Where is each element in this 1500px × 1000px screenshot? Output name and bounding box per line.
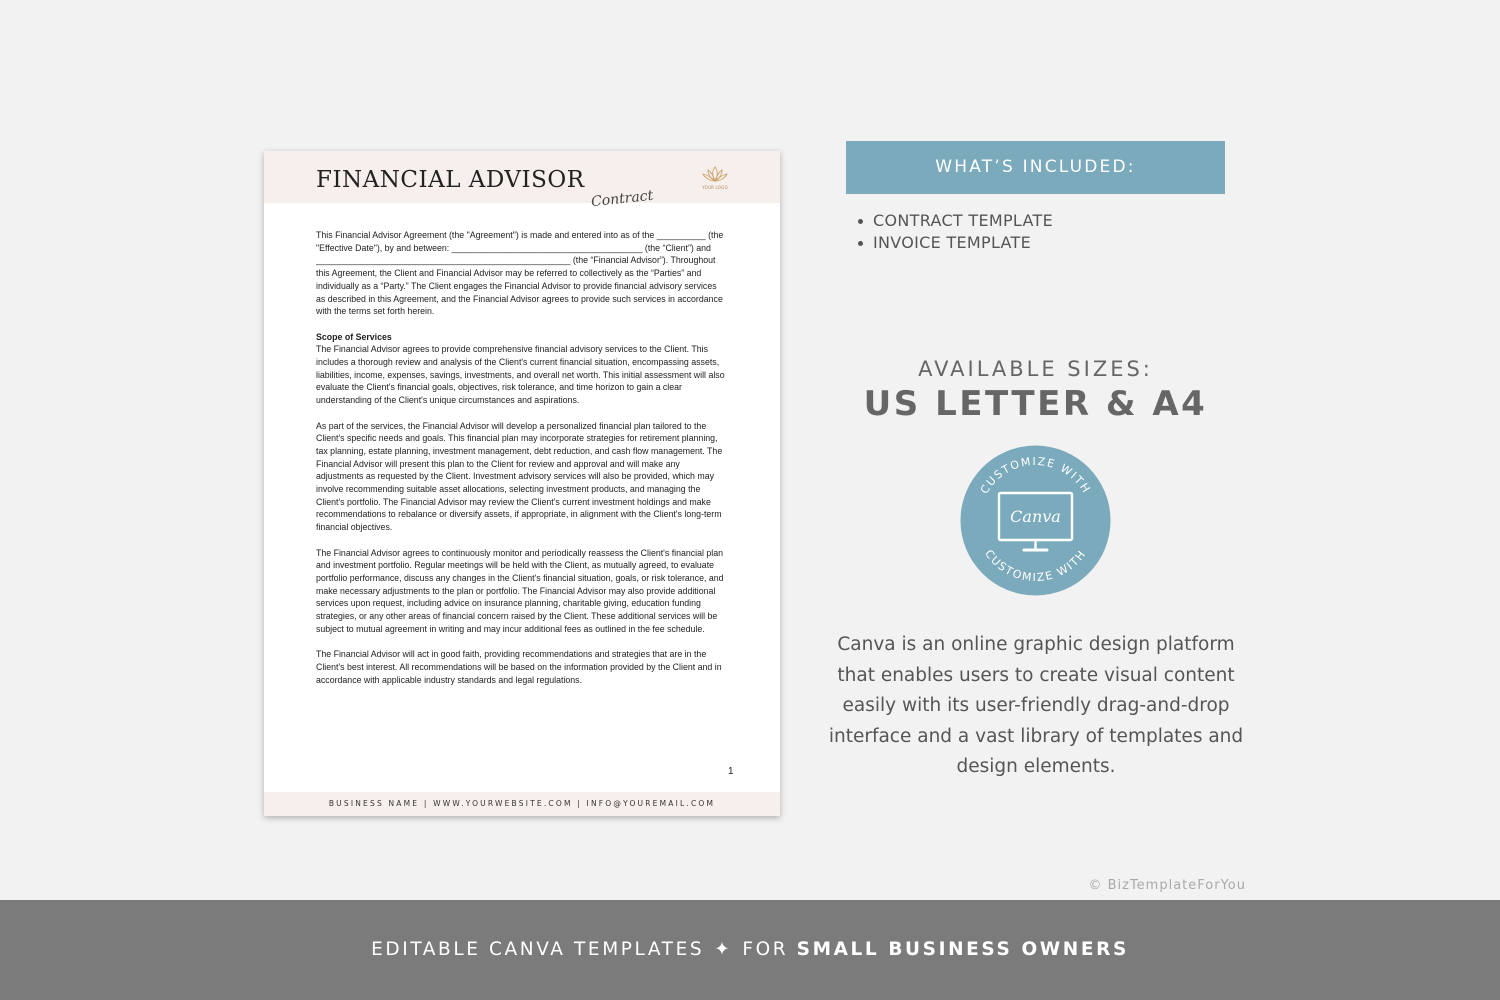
- whats-included-heading: WHAT’S INCLUDED:: [846, 141, 1225, 194]
- copyright-text: © BizTemplateForYou: [1088, 878, 1246, 893]
- document-script-subtitle: Contract: [590, 187, 654, 211]
- badge-ring-text-bottom: CUSTOMIZE WITH: [982, 547, 1089, 585]
- bottom-banner: [0, 900, 1500, 1000]
- included-list: [856, 210, 1053, 254]
- document-header: [264, 151, 780, 211]
- included-item: CONTRACT TEMPLATE: [856, 210, 1053, 232]
- banner-text-part1: EDITABLE CANVA TEMPLATES: [371, 939, 705, 960]
- badge-ring-text-top: CUSTOMIZE WITH: [977, 454, 1094, 497]
- plan-paragraph: As part of the services, the Financial Advisor will develop a personalized financial plan tailored to the Client's specific needs and goals. This financial plan may incorporate strategies for retirement planning, tax planning, estate planning, investment management, debt reduction, and cash flow management. The Financial Advisor will present this plan to the Client for review and approval and will make any adjustments as requested by the Client. Investment advisory services will also be provided, which may involve recommending suitable asset allocations, selecting investment products, and managing the Client's portfolio. The Financial Advisor may review the Client's current investment holdings and make recommendations to rebalance or diversify assets, if appropriate, in alignment with the Client's long-term financial objectives.: [316, 420, 723, 533]
- badge-center-text: Canva: [1010, 507, 1061, 526]
- page-number: 1: [728, 766, 734, 777]
- included-item: INVOICE TEMPLATE: [856, 232, 1053, 254]
- banner-text-part3: SMALL BUSINESS OWNERS: [796, 939, 1129, 960]
- good-faith-paragraph: The Financial Advisor will act in good faith, providing recommendations and strategies that are in the Client's best interest. All recommendations will be based on the information provided by the Client and in accordance with applicable industry standards and legal regulations.: [316, 649, 722, 685]
- sizes-label: AVAILABLE SIZES:: [918, 357, 1153, 381]
- banner-text-part2: FOR: [742, 939, 789, 960]
- intro-paragraph: This Financial Advisor Agreement (the "Agreement") is made and entered into as of the __________ (the "Effective Date"), by and between: _______________________________________ (the “Client”) and ____________________________________________________ (the “Financial Advisor”). Throughout this Agreement, the Client and Financial Advisor may be referred to collectively as the “Parties” and individually as a “Party.” The Client engages the Financial Advisor to provide financial advisory services as described in this Agreement, and the Financial Advisor agrees to provide such services in accordance with the terms set forth herein.: [316, 230, 724, 317]
- document-footer: BUSINESS NAME | WWW.YOURWEBSITE.COM | INFO@YOUREMAIL.COM: [264, 792, 780, 816]
- logo-placeholder-text: YOUR LOGO: [702, 185, 728, 190]
- monitor-paragraph: The Financial Advisor agrees to continuously monitor and periodically reassess the Client's financial plan and investment portfolio. Regular meetings will be held with the Client, as mutually agreed, to evaluate portfolio performance, discuss any changes in the Client's financial situation, goals, or risk tolerance, and make necessary adjustments to the plan or portfolio. The Financial Advisor may also provide additional services upon request, including advice on insurance planning, charitable giving, education funding strategies, or any other areas of financial concern raised by the Client. These additional services will be subject to mutual agreement in writing and may incur additional fees as outlined in the fee schedule.: [316, 547, 724, 634]
- canva-description: Canva is an online graphic design platform that enables users to create visual content easily with its user-friendly drag-and-drop interface and a vast library of templates and design elements.: [828, 634, 1244, 777]
- sparkle-icon: ✦: [714, 939, 733, 960]
- scope-heading: Scope of Services: [316, 331, 392, 342]
- document-title: FINANCIAL ADVISOR: [316, 167, 585, 193]
- sizes-value: US LETTER & A4: [863, 384, 1208, 424]
- document-body: [316, 229, 728, 699]
- contract-document-preview: [264, 151, 780, 816]
- customize-with-canva-badge: [960, 445, 1111, 596]
- scope-paragraph: The Financial Advisor agrees to provide comprehensive financial advisory services to the Client. This includes a thorough review and analysis of the Client's current financial situation, encompassing assets, liabilities, income, expenses, savings, investments, and overall net worth. This initial assessment will also evaluate the Client's financial goals, objectives, risk tolerance, and time horizon to gain a clear understanding of the Client's unique circumstances and aspirations.: [316, 344, 725, 406]
- lotus-logo-icon: [700, 164, 730, 194]
